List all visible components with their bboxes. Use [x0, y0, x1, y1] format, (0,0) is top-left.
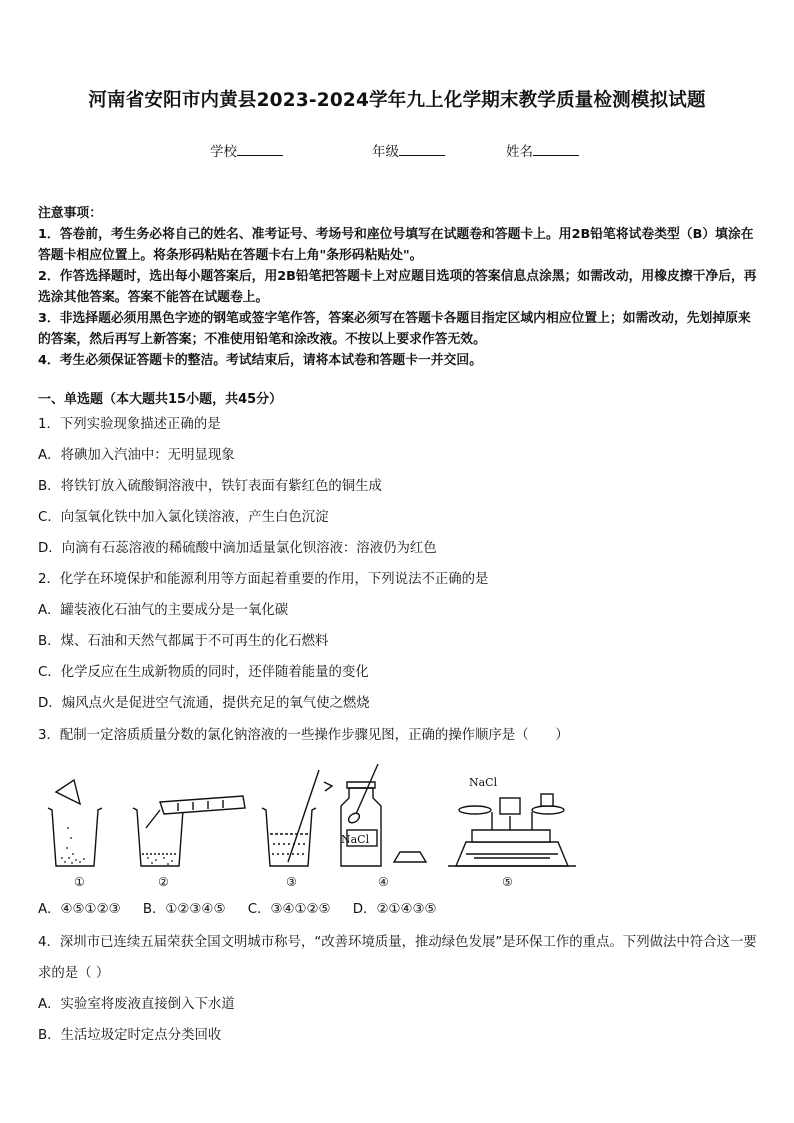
question-stem: 4．深圳市已连续五届荣获全国文明城市称号，“改善环境质量，推动绿色发展”是环保工作的重点。下列做法中符合这一要求的是（ ） [38, 935, 757, 981]
figure-label-4: ④ [378, 875, 389, 889]
notes-block [38, 203, 758, 371]
question-3 [38, 720, 758, 751]
option-a: A．罐装液化石油气的主要成分是一氧化碳 [38, 603, 289, 618]
name-blank [533, 143, 579, 156]
option-b: B．生活垃圾定时定点分类回收 [38, 1028, 222, 1043]
reagent-bottle-illustration [341, 764, 426, 866]
figure-label-5: ⑤ [502, 875, 513, 889]
grade-field [372, 140, 445, 160]
option-a: A．④⑤①②③ [38, 902, 121, 917]
bottle-label: NaCl [341, 833, 370, 846]
name-label: 姓名 [506, 144, 533, 160]
figure-label-1: ① [74, 875, 85, 889]
balance-label: NaCl [469, 776, 498, 789]
solution-preparation-figure [38, 758, 758, 898]
grade-label: 年级 [372, 144, 399, 160]
option-c: C．向氢氧化铁中加入氯化镁溶液，产生白色沉淀 [38, 510, 329, 525]
figure-label-3: ③ [286, 875, 297, 889]
note-item: 3．非选择题必须用黑色字迹的钢笔或签字笔作答，答案必须写在答题卡各题目指定区域内相应位置上；如需改动，先划掉原来的答案，然后再写上新答案；不准使用铅笔和涂改液。不按以上要求作答无效。 [38, 311, 751, 347]
option-d: D．煽风点火是促进空气流通，提供充足的氧气使之燃烧 [38, 696, 370, 711]
option-a: A．将碘加入汽油中：无明显现象 [38, 448, 235, 463]
name-field [506, 140, 579, 160]
option-b: B．煤、石油和天然气都属于不可再生的化石燃料 [38, 634, 329, 649]
beaker-2-illustration [133, 796, 245, 866]
question-2 [38, 564, 758, 719]
option-c: C．③④①②⑤ [247, 902, 331, 917]
question-4 [38, 927, 758, 1051]
note-item: 1．答卷前，考生务必将自己的姓名、准考证号、考场号和座位号填写在试题卷和答题卡上。用2B铅笔将试卷类型（B）填涂在答题卡相应位置上。将条形码粘贴在答题卡右上角"条形码粘贴处"。 [38, 227, 754, 263]
beaker-3-illustration [262, 770, 332, 866]
option-d: D．②①④③⑤ [352, 902, 437, 917]
balance-illustration [448, 794, 576, 866]
question-stem: 2．化学在环境保护和能源利用等方面起着重要的作用，下列说法不正确的是 [38, 572, 489, 587]
note-item: 2．作答选择题时，选出每小题答案后，用2B铅笔把答题卡上对应题目选项的答案信息点涂黑；如需改动，用橡皮擦干净后，再选涂其他答案。答案不能答在试题卷上。 [38, 269, 757, 305]
option-c: C．化学反应在生成新物质的同时，还伴随着能量的变化 [38, 665, 369, 680]
option-d: D．向滴有石蕊溶液的稀硫酸中滴加适量氯化钡溶液：溶液仍为红色 [38, 541, 437, 556]
notes-heading: 注意事项： [38, 206, 102, 221]
figure-label-2: ② [158, 875, 169, 889]
option-b: B．将铁钉放入硫酸铜溶液中，铁钉表面有紫红色的铜生成 [38, 479, 382, 494]
section-heading: 一、单选题（本大题共15小题，共45分） [38, 392, 283, 407]
question-1 [38, 409, 758, 564]
note-item: 4．考生必须保证答题卡的整洁。考试结束后，请将本试卷和答题卡一并交回。 [38, 353, 482, 368]
question-stem: 3．配制一定溶质质量分数的氯化钠溶液的一些操作步骤见图，正确的操作顺序是（ ） [38, 728, 569, 743]
option-a: A．实验室将废液直接倒入下水道 [38, 997, 235, 1012]
school-blank [237, 143, 283, 156]
question-stem: 1．下列实验现象描述正确的是 [38, 417, 221, 432]
grade-blank [399, 143, 445, 156]
option-b: B．①②③④⑤ [142, 902, 226, 917]
question-3-options [38, 898, 454, 917]
beaker-1-illustration [48, 780, 102, 866]
page-title: 河南省安阳市内黄县2023-2024学年九上化学期末教学质量检测模拟试题 [88, 90, 706, 111]
school-label: 学校 [210, 144, 237, 160]
school-field [210, 140, 283, 160]
